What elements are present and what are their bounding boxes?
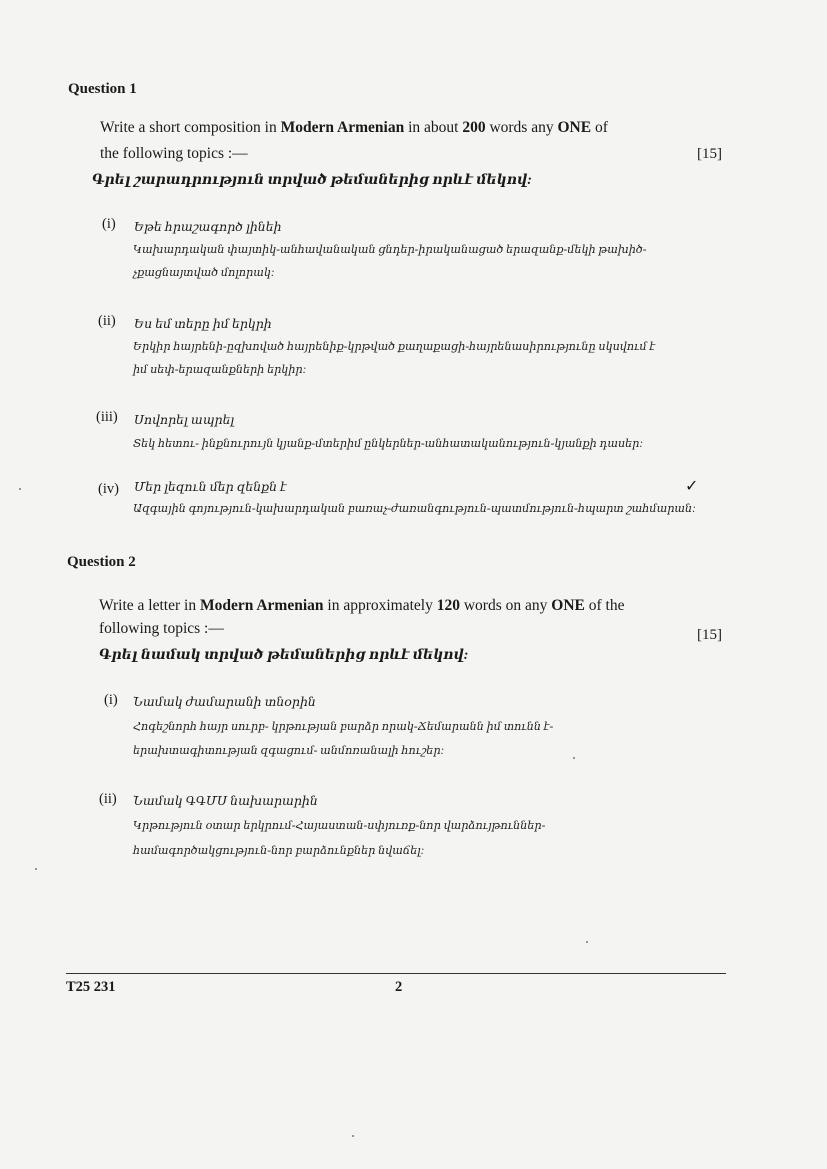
footer-divider	[66, 973, 726, 974]
q2-instruction-line-2: following topics :—	[99, 620, 224, 637]
q1-topic-2-title: Ես եմ տերը իմ երկրի	[134, 317, 272, 331]
q1-instr-bold-wordcount: 200	[462, 119, 486, 136]
page-number: 2	[395, 979, 403, 995]
scan-speck	[352, 1135, 354, 1137]
q2-topic-2-body-line-1: Կրթություն օտար երկրում-Հայաստան-սփյուռք-նոր վարձույթուններ-	[133, 820, 546, 832]
q2-topic-1-title: Նամակ ժամարանի տնօրին	[133, 695, 316, 709]
q1-topic-2-body-line-2: իմ սեփ-երազանքների երկիր:	[133, 364, 307, 376]
q1-topic-3-title: Սովորել ապրել	[134, 413, 235, 427]
paper-code: T25 231	[66, 979, 116, 995]
q1-instr-text-4: of	[591, 119, 608, 136]
q1-instr-text: Write a short composition in	[100, 119, 281, 136]
q2-instr-text-2: in approximately	[323, 597, 437, 614]
scan-speck	[573, 757, 575, 759]
q2-instr-bold-wordcount: 120	[436, 597, 460, 614]
q1-instr-text-3: words any	[485, 119, 558, 136]
scan-speck	[586, 941, 588, 943]
q1-topic-3-number: (iii)	[96, 409, 118, 425]
q1-instr-bold-one: ONE	[557, 119, 592, 136]
q2-instr-text-3: words on any	[459, 597, 552, 614]
q1-topic-2-body-line-1: Երկիր հայրենի-ըզխոված հայրենիք-կրթված քաղաքացի-հայրենասիրությունը սկսվում է	[133, 341, 656, 353]
q2-instr-bold-one: ONE	[551, 597, 585, 614]
q1-topic-3-body-line-1: Տեկ հետու- ինքնուրույն կյանք-մտերիմ ընկերներ-անհատականություն-կյանքի դասեր:	[133, 438, 644, 450]
q1-topic-1-title: Եթե հրաշագործ լինեի	[134, 220, 282, 234]
q1-topic-4-title: Մեր լեզուն մեր զենքն է	[134, 480, 287, 494]
q2-instr-text-4: of the	[584, 597, 625, 614]
q1-topic-1-body-line-1: Կախարդական փայտիկ-անհավանական ցնդեր-իրականացած երազանք-մեկի թախիծ-	[133, 244, 647, 256]
q1-topic-2-number: (ii)	[98, 313, 116, 329]
q2-topic-1-body-line-1: Հոգեշնորհ հայր սուրբ- կրթության բարձր որակ-Ճեմարանն իմ տունն է-	[133, 721, 554, 733]
q2-instruction-line-1	[99, 597, 624, 615]
q2-instr-bold-language: Modern Armenian	[199, 597, 324, 614]
q1-marks: [15]	[697, 146, 722, 162]
q1-instruction-line-2: the following topics :—	[100, 145, 248, 162]
q2-topic-1-body-line-2: երախտագիտության զգացում- անմոռանալի հուշեր:	[133, 745, 445, 757]
q2-instr-text: Write a letter in	[99, 597, 200, 614]
q1-armenian-instruction: Գրել շարադրություն տրված թեմաներից որևէ մեկով:	[92, 173, 532, 188]
q1-instruction-line-1	[100, 119, 608, 137]
question-1-heading: Question 1	[68, 81, 137, 97]
scan-speck	[35, 868, 37, 870]
q2-topic-2-title: Նամակ ԳԳՄՍ նախարարին	[133, 794, 318, 808]
q2-topic-2-body-line-2: համագործակցություն-նոր բարձունքներ նվաճել:	[133, 845, 425, 857]
q2-marks: [15]	[697, 627, 722, 643]
q1-topic-4-number: (iv)	[98, 481, 119, 497]
q1-topic-1-body-line-2: չքացնայտված մոլորակ:	[133, 267, 275, 279]
question-2-heading: Question 2	[67, 554, 136, 570]
q2-armenian-instruction: Գրել նամակ տրված թեմաներից որևէ մեկով:	[99, 648, 469, 663]
q1-instr-bold-language: Modern Armenian	[280, 119, 405, 136]
q1-topic-4-body-line-1: Ազգային գոյություն-կախարդական բառաչ-ժառանգություն-պատմություն-հպարտ շահմարան:	[133, 503, 696, 515]
q2-topic-1-number: (i)	[104, 692, 118, 708]
q1-topic-1-number: (i)	[102, 216, 116, 232]
tick-mark-icon: ✓	[685, 478, 699, 495]
q2-topic-2-number: (ii)	[99, 791, 117, 807]
q1-instr-text-2: in about	[404, 119, 463, 136]
scan-speck	[19, 488, 21, 490]
